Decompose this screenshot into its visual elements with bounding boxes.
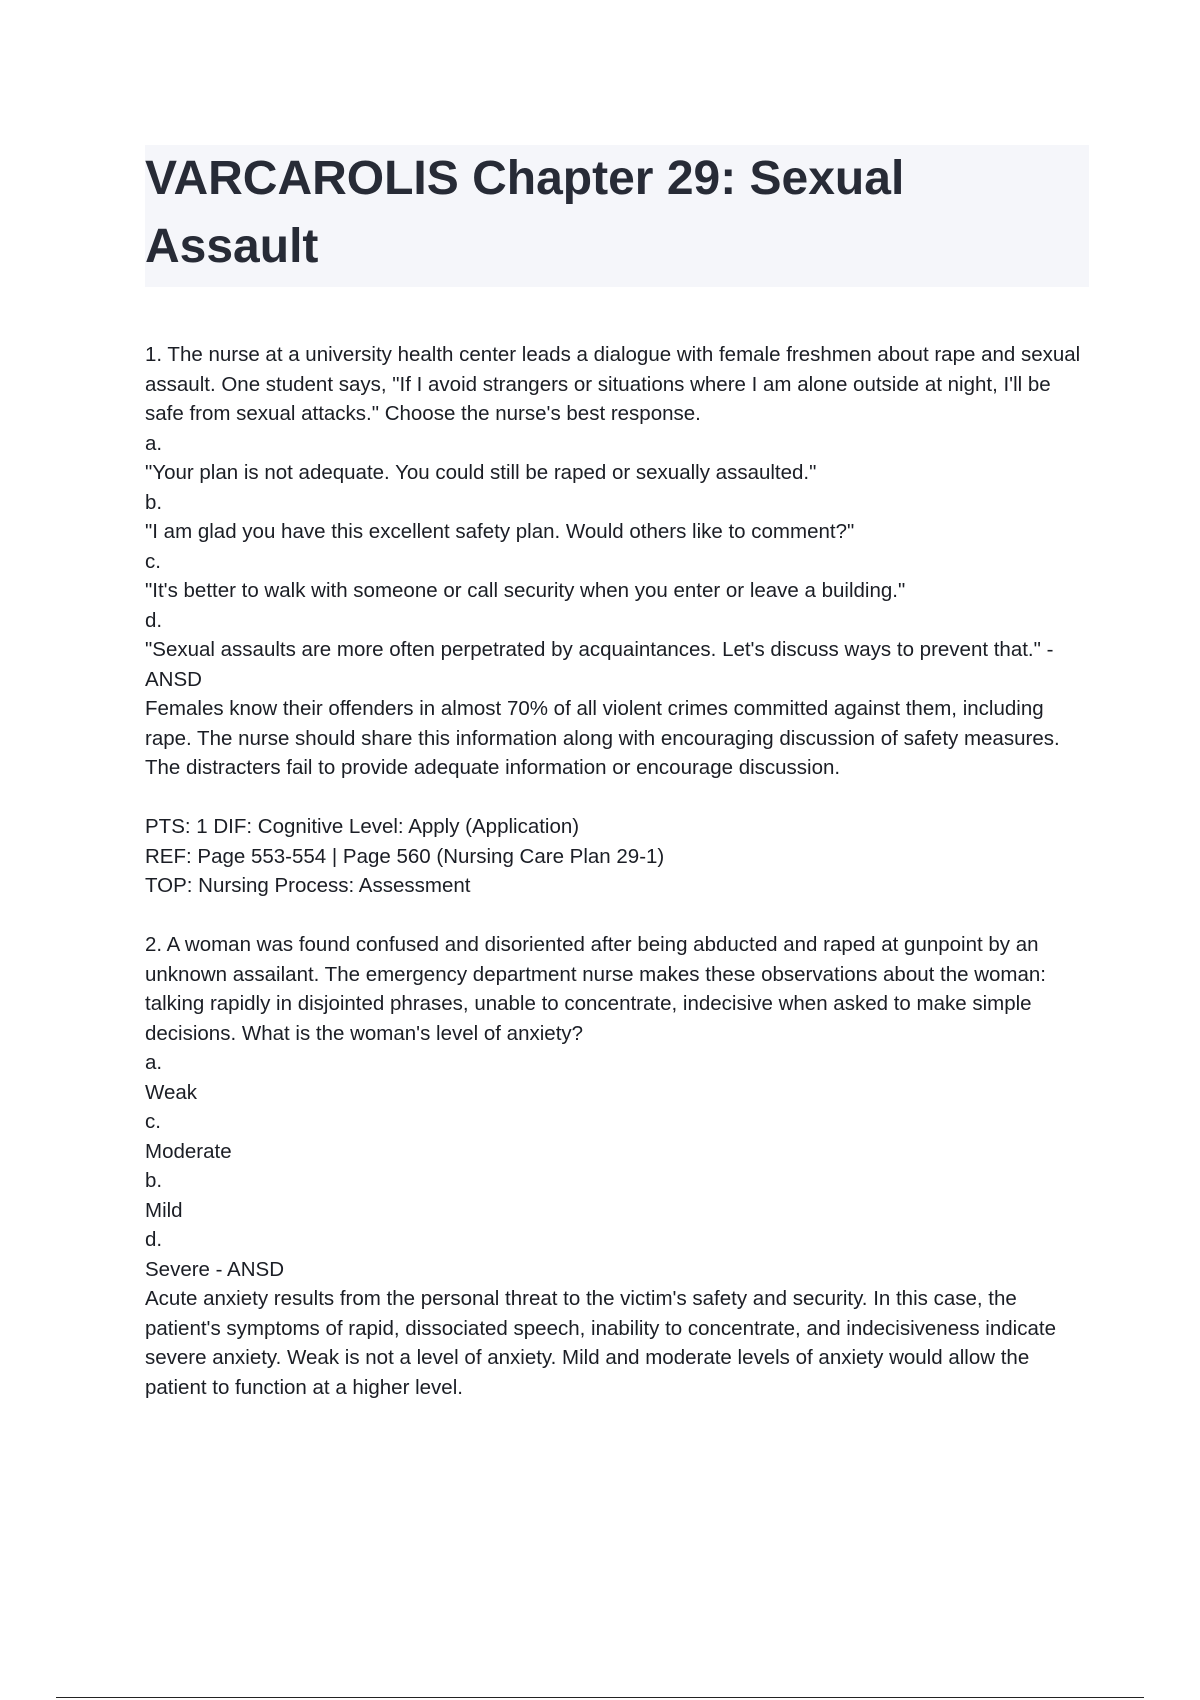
question-1-rationale: Females know their offenders in almost 70% of all violent crimes committed against them, including rape. The nurse should share this information along with encouraging discussion of safety measures. The distracters fail to provide adequate information or encourage discussion. (145, 697, 1060, 779)
question-1-points: PTS: 1 DIF: Cognitive Level: Apply (Application) (145, 815, 580, 838)
question-1-option-text: "Your plan is not adequate. You could still be raped or sexually assaulted." (145, 461, 817, 484)
question-1-option-letter: a. (145, 431, 163, 455)
page-bottom-rule (56, 1697, 1144, 1698)
page-title: VARCAROLIS Chapter 29: Sexual Assault (145, 152, 905, 273)
question-1-option-text: "Sexual assaults are more often perpetrated by acquaintances. Let's discuss ways to prevent that." - ANSD (145, 638, 1054, 691)
question-1-option-letter: d. (145, 608, 163, 632)
question-1-reference: REF: Page 553-554 | Page 560 (Nursing Care Plan 29-1) (145, 844, 665, 868)
question-2-option-text: Moderate (145, 1139, 232, 1163)
question-1-option-letter: b. (145, 490, 163, 514)
question-2-option-letter: b. (145, 1169, 163, 1192)
question-2-option-text: Weak (145, 1080, 198, 1104)
question-2-option-text: Mild (145, 1198, 183, 1222)
question-1-topic: TOP: Nursing Process: Assessment (145, 874, 471, 897)
question-2-option-letter: d. (145, 1228, 163, 1251)
question-2-option-letter: a. (145, 1051, 163, 1074)
spacer (145, 783, 1089, 813)
question-2-stem: 2. A woman was found confused and disoriented after being abducted and raped at gunpoint by an unknown assailant. The emergency department nurse makes these observations about the woman: talking rapidly in disjointed phrases, unable to concentrate, indecisive when asked to make simple decisions. What is the woman's level of anxiety? (145, 933, 1046, 1045)
question-2-rationale: Acute anxiety results from the personal threat to the victim's safety and security. In this case, the patient's symptoms of rapid, dissociated speech, inability to concentrate, and indecisiveness indicate severe anxiety. Weak is not a level of anxiety. Mild and moderate levels of anxiety would allow the patient to function at a higher level. (145, 1287, 1056, 1399)
question-2-option-letter: c. (145, 1110, 161, 1133)
spacer (145, 901, 1089, 931)
question-1-option-letter: c. (145, 549, 161, 573)
question-content (145, 340, 1089, 1402)
question-1-option-text: "I am glad you have this excellent safety plan. Would others like to comment?" (145, 520, 855, 543)
question-2-option-text: Severe - ANSD (145, 1257, 284, 1281)
title-banner (145, 145, 1089, 287)
question-1-stem: 1. The nurse at a university health center leads a dialogue with female freshmen about rape and sexual assault. One student says, "If I avoid strangers or situations where I am alone outside at night, I'll be safe from sexual attacks." Choose the nurse's best response. (145, 343, 1081, 425)
question-1-option-text: "It's better to walk with someone or call security when you enter or leave a building." (145, 579, 906, 602)
